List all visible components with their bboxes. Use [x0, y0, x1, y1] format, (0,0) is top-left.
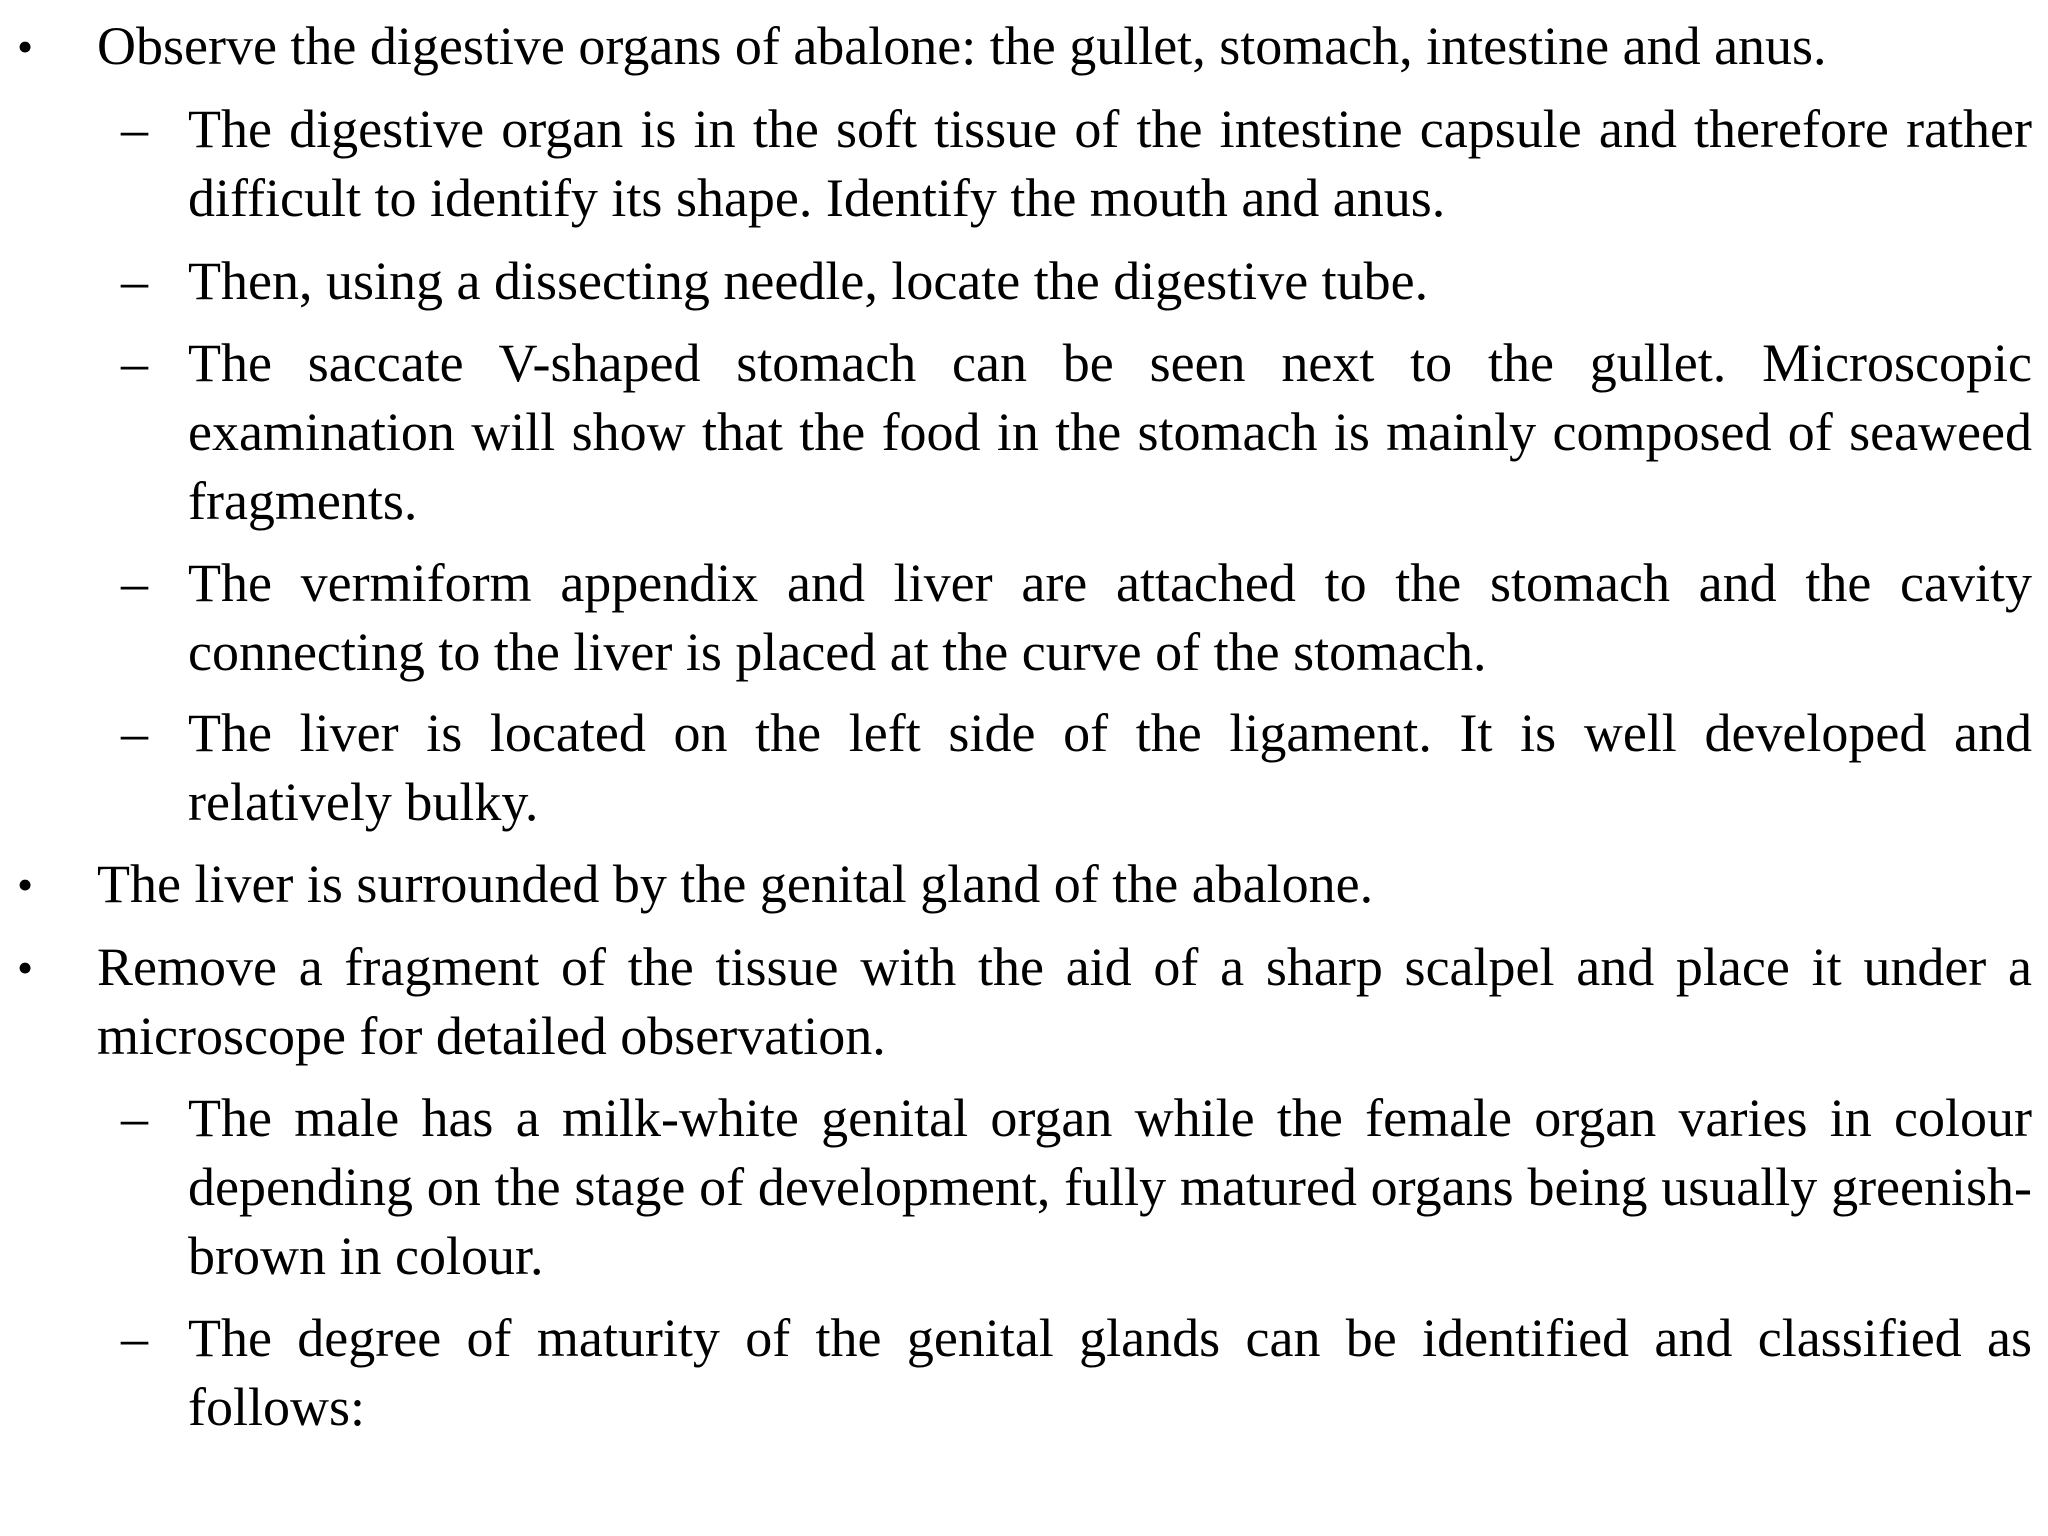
list-item — [121, 699, 2032, 837]
list-item — [121, 95, 2032, 233]
list-item — [17, 12, 2032, 81]
list-item — [121, 1084, 2032, 1291]
dash-icon: – — [121, 333, 148, 393]
dash-icon: – — [121, 99, 148, 159]
dash-icon: – — [121, 553, 148, 613]
list-item-text: Then, using a dissecting needle, locate the digestive tube. — [188, 251, 1429, 311]
list-item-text: The saccate V-shaped stomach can be seen next to the gullet. Microscopic examination will show that the food in the stomach is mainly composed of seaweed fragments. — [188, 333, 2032, 531]
list-item-text: The liver is surrounded by the genital gland of the abalone. — [97, 854, 1374, 914]
list-item-text: The digestive organ is in the soft tissue of the intestine capsule and therefore rather difficult to identify its shape. Identify the mouth and anus. — [188, 99, 2032, 228]
list-item-text: Remove a fragment of the tissue with the aid of a sharp scalpel and place it under a microscope for detailed observation. — [97, 937, 2032, 1066]
list-item-text: The male has a milk-white genital organ while the female organ varies in colour depending on the stage of development, fully matured organs being usually greenish-brown in colour. — [188, 1088, 2032, 1286]
list-item — [121, 329, 2032, 536]
dash-icon: – — [121, 703, 148, 763]
list-item — [121, 549, 2032, 687]
list-item-text: The vermiform appendix and liver are attached to the stomach and the cavity connecting to the liver is placed at the curve of the stomach. — [188, 553, 2032, 682]
list-item — [121, 1304, 2032, 1442]
list-item-text: The degree of maturity of the genital glands can be identified and classified as follows: — [188, 1308, 2032, 1437]
bullet-icon: • — [17, 942, 34, 993]
list-item-text: Observe the digestive organs of abalone: the gullet, stomach, intestine and anus. — [97, 16, 1827, 76]
list-item-text: The liver is located on the left side of the ligament. It is well developed and relatively bulky. — [188, 703, 2032, 832]
bullet-icon: • — [17, 859, 34, 910]
dash-icon: – — [121, 1088, 148, 1148]
dash-icon: – — [121, 251, 148, 311]
dash-icon: – — [121, 1308, 148, 1368]
list-item — [17, 850, 2032, 919]
bullet-icon: • — [17, 21, 34, 72]
list-item — [121, 247, 2032, 316]
list-item — [17, 933, 2032, 1071]
